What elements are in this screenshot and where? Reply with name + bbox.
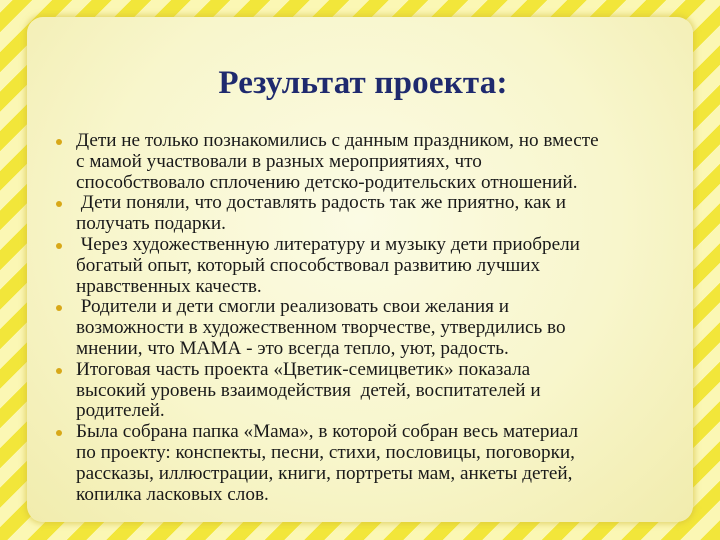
bullet-item <box>51 131 675 193</box>
bullet-dot-icon <box>56 368 62 374</box>
bullet-dot-icon <box>56 430 62 436</box>
bullet-dot-icon <box>56 305 62 311</box>
bullet-text: Дети не только познакомились с данным праздником, но вместе с мамой участвовали в разных мероприятиях, что способствовало сплочению детско-родительских отношений. <box>76 130 599 193</box>
bullet-text: Дети поняли, что доставлять радость так же приятно, как и получать подарки. <box>76 192 566 235</box>
bullet-item <box>51 360 675 422</box>
bullet-item <box>51 235 675 297</box>
bullet-text: Итоговая часть проекта «Цветик-семицветик» показала высокий уровень взаимодействия детей, воспитателей и родителей. <box>76 358 541 422</box>
content-panel <box>27 17 693 522</box>
bullet-list <box>51 131 675 505</box>
bullet-item <box>51 422 675 505</box>
bullet-dot-icon <box>56 243 62 249</box>
bullet-text: Родители и дети смогли реализовать свои желания и возможности в художественном творчестве, утвердились во мнении, что МАМА - это всегда тепло, уют, радость. <box>76 296 566 359</box>
bullet-item <box>51 193 675 235</box>
bullet-text: Через художественную литературу и музыку дети приобрели богатый опыт, который способствовал развитию лучших нравственных качеств. <box>76 233 580 297</box>
bullet-dot-icon <box>56 139 62 145</box>
bullet-item <box>51 297 675 359</box>
slide-title: Результат проекта: <box>218 65 508 101</box>
bullet-dot-icon <box>56 201 62 207</box>
bullet-text: Была собрана папка «Мама», в которой собран весь материал по проекту: конспекты, песни, стихи, пословицы, поговорки, рассказы, иллюстрации, книги, портреты мам, анкеты детей, копилка ласковых слов. <box>76 421 579 505</box>
